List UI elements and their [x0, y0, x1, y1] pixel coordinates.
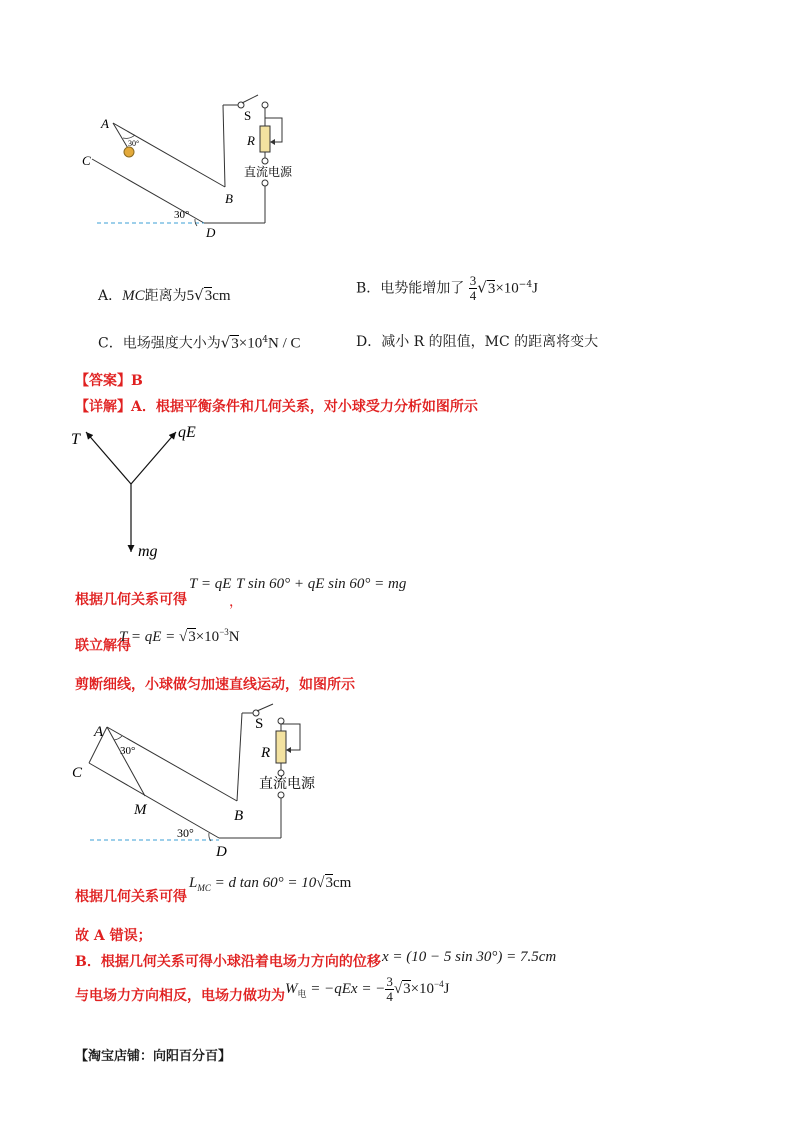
equation-2: T = qE = $√3\times 10^{-3}N$: [119, 627, 240, 645]
equation-4: x = (10 − 5 sin 30°) = 7.5cm: [382, 949, 557, 965]
power-source-label: 直流电源: [244, 165, 293, 179]
label-b: B: [225, 191, 233, 206]
label-t: T: [71, 431, 80, 448]
option-a-wrong: 故 A 错误；: [75, 928, 152, 944]
option-d: D．减小 R 的阻值，MC 的距离将变大: [356, 334, 599, 350]
answer-line: 【答案】B: [75, 373, 143, 389]
option-a: A．MC距离为5√3cm: [98, 286, 231, 304]
fig2-label-m: M: [134, 802, 147, 818]
solve-label: 联立解得: [75, 638, 131, 654]
detail-line-1: 【详解】A．根据平衡条件和几何关系，对小球受力分析如图所示: [75, 399, 478, 415]
figure-2-motion-diagram: [70, 700, 340, 865]
footer-shop-name: 【淘宝店铺：向阳百分百】: [75, 1049, 232, 1064]
label-qe: qE: [178, 424, 196, 441]
angle-bottom: 30°: [174, 209, 190, 221]
ball: [124, 147, 134, 157]
resistor-r-2: [276, 731, 286, 763]
equation-3: $L_{MC} = d$ tan 60° = 10√3cm: [189, 875, 352, 893]
fig2-label-s: S: [255, 716, 264, 732]
option-c: C．电场强度大小为$√3\times 10^4N / C$: [98, 333, 301, 352]
tension-arrow: [86, 432, 131, 484]
cut-thread-line: 剪断细线，小球做匀加速直线运动，如图所示: [75, 677, 355, 693]
figure-1-circuit-diagram: [80, 90, 320, 250]
option-b-analysis: B．根据几何关系可得小球沿着电场力方向的位移: [75, 954, 381, 970]
force-diagram: [70, 418, 220, 564]
option-d-letter-text: D．: [356, 334, 382, 350]
resistor-r: [260, 126, 270, 152]
equation-5: $W_电 = -qEx$ = − $\frac{3}{4}$ $√3\times 10^{-4}J$: [285, 974, 450, 1004]
angle-top: 30°: [128, 139, 140, 148]
label-a: A: [101, 116, 109, 131]
label-r: R: [247, 133, 255, 148]
geometry-relation-1: 根据几何关系可得: [75, 592, 187, 608]
option-b: B．电势能增加了 $\frac{3}{4}$ $√3\times 10^{-4}J$: [356, 273, 538, 303]
fig2-label-a: A: [94, 724, 104, 740]
label-mg: mg: [138, 543, 158, 560]
fig2-angle-bottom: 30°: [177, 826, 194, 840]
fig2-power-label: 直流电源: [259, 777, 315, 792]
fig2-label-c: C: [72, 765, 83, 781]
fig2-label-r: R: [261, 745, 271, 761]
equation-1a: T = qE: [189, 576, 232, 592]
electric-force-arrow: [131, 432, 176, 484]
fig2-label-d: D: [216, 844, 227, 860]
label-c: C: [82, 153, 91, 168]
equation-1b: T sin 60° + qE sin 60° = mg: [236, 576, 407, 592]
work-line: 与电场力方向相反，电场力做功为: [75, 988, 285, 1004]
geometry-relation-2: 根据几何关系可得: [75, 889, 187, 905]
equation-comma: ，: [229, 594, 243, 610]
fig2-angle-top: 30°: [120, 745, 136, 757]
label-d: D: [206, 225, 216, 240]
fig2-label-b: B: [234, 808, 244, 824]
label-s: S: [244, 108, 252, 123]
